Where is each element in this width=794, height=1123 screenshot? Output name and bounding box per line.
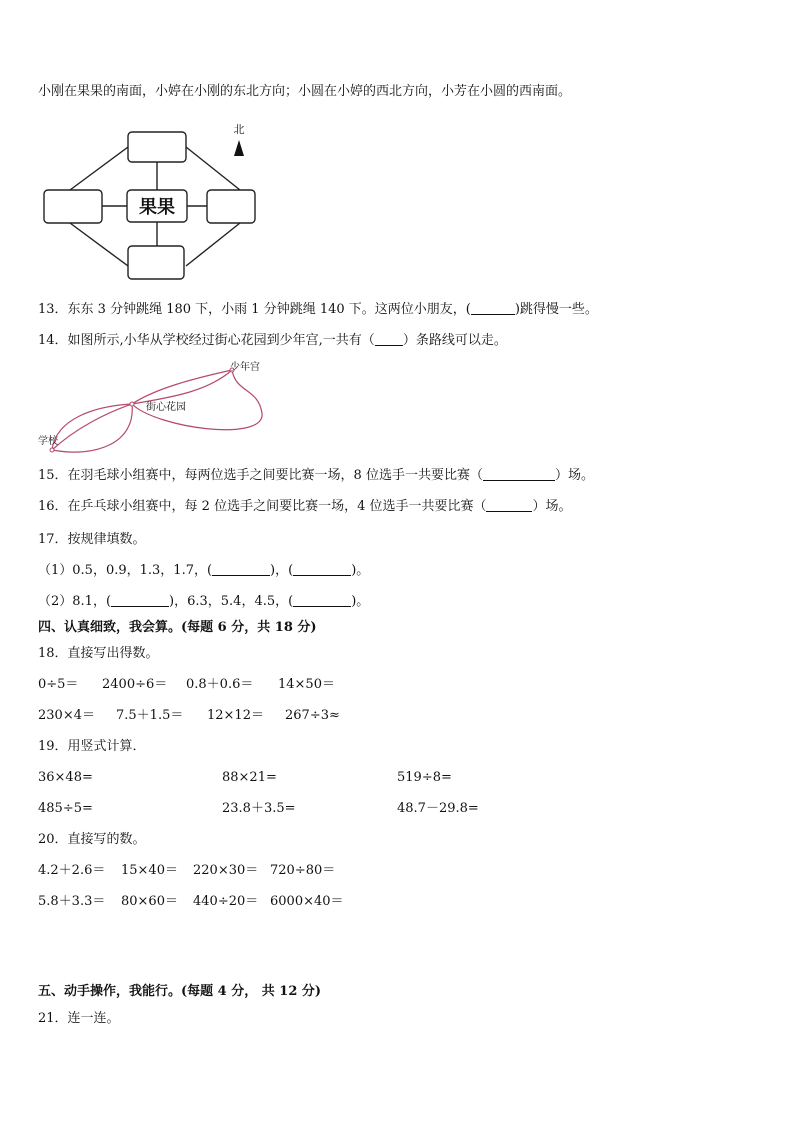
q18-item: 2400÷6＝ bbox=[102, 677, 168, 692]
start-label: 学校 bbox=[38, 436, 58, 447]
q18-item: 7.5＋1.5＝ bbox=[116, 708, 184, 723]
question-19-title: 19．用竖式计算． bbox=[38, 739, 146, 754]
q20-item: 5.8＋3.3＝ bbox=[38, 894, 106, 909]
question-17-part2: （2）8.1，( )，6.3，5.4，4.5，( )。 bbox=[38, 594, 370, 609]
answer-blank[interactable] bbox=[293, 594, 351, 607]
north-label: 北 bbox=[233, 123, 245, 136]
school-point bbox=[50, 448, 54, 452]
q19-item: 88×21= bbox=[222, 770, 277, 785]
question-15: 15．在羽毛球小组赛中，每两位选手之间要比赛一场，8 位选手一共要比赛（ ）场。 bbox=[38, 468, 594, 483]
question-17-part1: （1）0.5，0.9，1.3，1.7，( )，( )。 bbox=[38, 563, 370, 578]
q18-item: 230×4＝ bbox=[38, 708, 95, 723]
q19-item: 23.8＋3.5= bbox=[222, 801, 296, 816]
question-intro: 小刚在果果的南面，小婷在小刚的东北方向；小圆在小婷的西北方向，小芳在小圆的西南面。 bbox=[38, 84, 572, 99]
compass-diagram bbox=[40, 120, 270, 290]
answer-blank[interactable] bbox=[375, 333, 403, 346]
q20-item: 720÷80＝ bbox=[270, 863, 336, 878]
answer-blank[interactable] bbox=[293, 563, 351, 576]
q20-item: 4.2＋2.6＝ bbox=[38, 863, 106, 878]
center-label: 果果 bbox=[139, 197, 175, 218]
q20-item: 220×30＝ bbox=[193, 863, 259, 878]
garden-point bbox=[130, 402, 134, 406]
q20-item: 80×60＝ bbox=[121, 894, 178, 909]
section-5-title: 五、动手操作，我能行。(每题 4 分， 共 12 分) bbox=[38, 984, 322, 999]
question-14: 14．如图所示,小华从学校经过街心花园到少年宫,一共有（ ）条路线可以走。 bbox=[38, 333, 507, 348]
answer-blank[interactable] bbox=[486, 499, 532, 512]
q19-item: 519÷8= bbox=[397, 770, 452, 785]
route-diagram bbox=[36, 358, 286, 458]
q20-item: 6000×40＝ bbox=[270, 894, 344, 909]
question-20-title: 20．直接写的数。 bbox=[38, 832, 146, 847]
q19-item: 36×48= bbox=[38, 770, 93, 785]
q18-item: 14×50＝ bbox=[278, 677, 335, 692]
section-4-title: 四、认真细致，我会算。(每题 6 分，共 18 分) bbox=[38, 620, 317, 635]
middle-label: 街心花园 bbox=[146, 402, 186, 413]
question-21-title: 21．连一连。 bbox=[38, 1011, 120, 1026]
box-west bbox=[44, 190, 102, 223]
q20-item: 440÷20＝ bbox=[193, 894, 259, 909]
box-south bbox=[128, 246, 184, 279]
answer-blank[interactable] bbox=[111, 594, 169, 607]
box-north bbox=[128, 132, 186, 162]
q19-item: 485÷5= bbox=[38, 801, 93, 816]
question-16: 16．在乒乓球小组赛中，每 2 位选手之间要比赛一场，4 位选手一共要比赛（ ）场。 bbox=[38, 499, 572, 514]
box-east bbox=[207, 190, 255, 223]
answer-blank[interactable] bbox=[483, 468, 555, 481]
question-13: 13．东东 3 分钟跳绳 180 下，小雨 1 分钟跳绳 140 下。这两位小朋友，( )跳得慢一些。 bbox=[38, 302, 598, 317]
north-arrow-icon bbox=[234, 140, 244, 156]
answer-blank[interactable] bbox=[212, 563, 270, 576]
answer-blank[interactable] bbox=[471, 302, 515, 315]
question-17-title: 17．按规律填数。 bbox=[38, 532, 146, 547]
end-label: 少年宫 bbox=[230, 362, 260, 373]
q19-item: 48.7－29.8= bbox=[397, 801, 479, 816]
question-18-title: 18．直接写出得数。 bbox=[38, 646, 159, 661]
q18-item: 267÷3≈ bbox=[285, 708, 340, 723]
q18-item: 0÷5＝ bbox=[38, 677, 79, 692]
q18-item: 0.8＋0.6＝ bbox=[186, 677, 254, 692]
q20-item: 15×40＝ bbox=[121, 863, 178, 878]
q18-item: 12×12＝ bbox=[207, 708, 264, 723]
